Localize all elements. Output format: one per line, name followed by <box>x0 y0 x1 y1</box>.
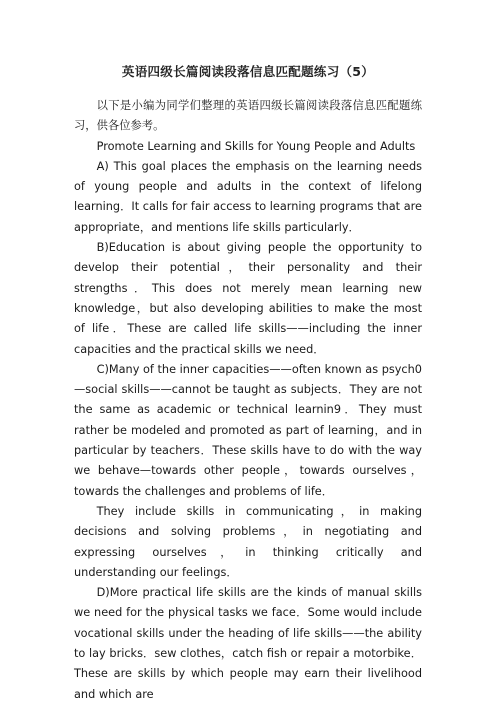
paragraph-b: B)Education is about giving people the opportunity to develop their potential，their personality and their strengths．This does not merely mean learning new knowledge，but also developing abilities to make the most of life．These are called life skills——including the inner capacities and the practical skills we need． <box>74 241 422 356</box>
paragraph-a: A) This goal places the emphasis on the learning needs of young people and adults in the context of lifelong learning．It calls for fair access to learning programs that are appropriate，and mentions life skills particularly． <box>74 159 422 234</box>
document-page <box>74 62 422 705</box>
paragraph-d: D)More practical life skills are the kinds of manual skills we need for the physical tasks we face．Some would include vocational skills under the heading of life skills——the ability to lay bricks．sew clothes，catch fish or repair a motorbike．These are skills by which people may earn their livelihood and which are <box>74 586 422 701</box>
paragraph-c: C)Many of the inner capacities——often known as psych0—social skills——cannot be taught as subjects．They are not the same as academic or technical learnin9．They must rather be modeled and promoted as part of learning，and in particular by teachers．These skills have to do with the way we behave—towards other people，towards ourselves，towards the challenges and problems of life． <box>74 362 422 498</box>
article-title: Promote Learning and Skills for Young People and Adults <box>96 139 416 153</box>
document-title: 英语四级长篇阅读段落信息匹配题练习（5） <box>121 64 375 79</box>
intro-paragraph: 以下是小编为同学们整理的英语四级长篇阅读段落信息匹配题练习，供各位参考。 <box>74 99 422 133</box>
paragraph-c-continued: They include skills in communicating，in making decisions and solving problems，in negotiating and expressing ourselves，in thinking critically and understanding our feelings． <box>74 504 422 579</box>
